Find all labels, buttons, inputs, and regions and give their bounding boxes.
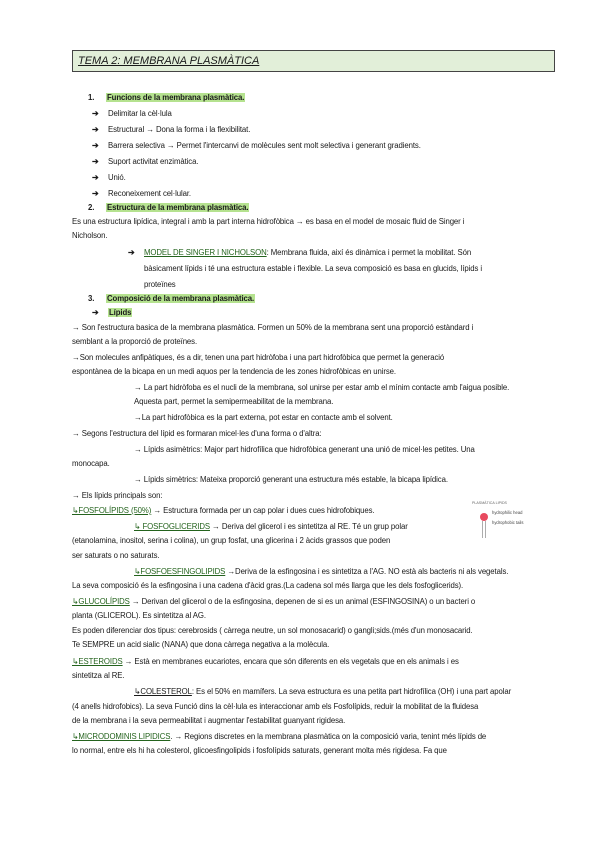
glucolipids-line: ↳GLUCOLÍPIDS → Derivan del glicerol o de la esfingosina, depenen de si es un animal (ESFINGOSINA) o un bacteri o [72,597,476,606]
arrow-icon: ➔ [92,173,99,182]
model-line: ➔ MODEL DE SINGER I NICHOLSON: Membrana fluida, així és dinàmica i permet la mobilitat. Són [128,248,472,257]
phospholipid-figure [470,498,540,550]
section-1-heading: 1. Funcions de la membrana plasmàtica. [88,93,245,102]
list-item: ➔ Suport activitat enzimàtica. [92,157,199,166]
paragraph-line: → Segons l'estructura del lípid es formaran micel·les d'una forma o d'altra: [72,429,322,438]
paragraph-line: monocapa. [72,459,110,468]
colesterol-line: ↳COLESTEROL: Es el 50% en mamífers. La seva estructura es una petita part hidrofílica (OH) i una part apolar [134,687,512,696]
paragraph-line: Te SEMPRE un acid sialic (NANA) que dona càrrega negativa a la molècula. [72,640,330,649]
paragraph-line: sintetitza al RE. [72,671,125,680]
hydrophilic-head-icon [480,513,488,521]
paragraph-line: lo normal, entre els hi ha colesterol, glicoesfingolipids i fosfolípids saturats, generant molta més rigidesa. Fa que [72,746,447,755]
list-item: ➔ Reconeixement cel·lular. [92,189,191,198]
paragraph-line: Nicholson. [72,231,108,240]
paragraph-line: bàsicament lípids i té una estructura estable i flexible. La seva composició es basa en glucids, lípids i [144,264,482,273]
arrow-icon: ➔ [92,109,99,118]
arrow-icon: ➔ [92,308,99,317]
section-2-heading: 2. Estructura de la membrana plasmàtica. [88,203,249,212]
arrow-icon: ➔ [92,157,99,166]
subheading: ➔ Lípids [92,308,132,317]
paragraph-line: ser saturats o no saturats. [72,551,160,560]
fosfolipids-line: ↳FOSFOLÍPIDS (50%) → Estructura formada per un cap polar i dues cues hidrofobiques. [72,506,375,515]
paragraph-line: Aquesta part, permet la semipermeabilitat de la membrana. [134,397,334,406]
list-item: ➔ Unió. [92,173,126,182]
paragraph-line: espontànea de la bicapa en un medi aquos per la tendencia de les zones hidrofòbicas en unirse. [72,367,396,376]
arrow-icon: ➔ [92,189,99,198]
fosfoesfingolipids-line: ↳FOSFOESFINGOLIPIDS →Deriva de la esfingosina i es sintetitza a l'AG. NO està als bacteris ni als vegetals. [134,567,509,576]
paragraph-line: →La part hidrofòbica es la part externa, pot estar en contacte amb el solvent. [134,413,393,422]
paragraph-line: → La part hidròfoba es el nucli de la membrana, sol unirse per estar amb el mínim contacte amb l'aigua posible. [134,383,510,392]
paragraph-line: La seva composició és la esfingosina i una cadena d'àcid gras.(La cadena sol més llarga que les dels fosfoglicerids). [72,581,464,590]
list-item: ➔ Delimitar la cèl·lula [92,109,172,118]
page-title: TEMA 2: MEMBRANA PLASMÀTICA [72,50,555,72]
paragraph-line: → Son l'estructura basica de la membrana plasmàtica. Formen un 50% de la membrana sent una proporció estàndard i [72,323,474,332]
paragraph-line: Es una estructura lipídica, integral i amb la part interna hidrofòbica → es basa en el model de mosaic fluid de Singer i [72,217,465,226]
paragraph-line: semblant a la proporció de proteïnes. [72,337,198,346]
paragraph-line: → Lípids asimètrics: Major part hidrofílica que hidrofòbica generant una unió de micel·les petites. Una [134,445,475,454]
paragraph-line: →Son molecules anfipàtiques, és a dir, tenen una part hidròfoba i una part hidrofòbica que permet la generació [72,353,445,362]
microdominis-line: ↳MICRODOMINIS LIPIDICS. → Regions discretes en la membrana plasmàtica on la composició varia, tenint més lípids de [72,732,487,741]
paragraph-line: de la membrana i la seva permeabilitat i augmentar l'estabilitat guanyant rigidesa. [72,716,346,725]
paragraph-line: → Lípids simètrics: Mateixa proporció generant una estructura més estable, la bicapa lipídica. [134,475,448,484]
paragraph-line: proteïnes [144,280,176,289]
arrow-icon: ➔ [92,125,99,134]
figure-caption: PLASMÀTICA LIPIDS [472,501,507,505]
tails-label: hydrophobic tails [492,520,524,525]
list-item: ➔ Estructural → Dona la forma i la flexibilitat. [92,125,251,134]
paragraph-line: (4 anells hidrofobics). La seva Funció dins la cèl·lula es interaccionar amb els Fosfolípids, reduir la mobilitat de la fluidesa [72,702,479,711]
arrow-icon: ➔ [128,248,135,257]
section-3-heading: 3. Composició de la membrana plasmàtica. [88,294,255,303]
head-label: hydrophilic head [492,510,523,515]
paragraph-line: planta (GLICEROL). Es sintetitza al AG. [72,611,206,620]
esteroids-line: ↳ESTEROIDS → Està en membranes eucariotes, encara que són diferents en els vegetals que en els animals i es [72,657,459,666]
fosfoglicerids-line: ↳ FOSFOGLICERIDS → Deriva del glicerol i es sintetitza al RE. Té un grup polar [134,522,408,531]
paragraph-line: (etanolamina, inositol, serina i colina), un grup fosfat, una glicerina i 2 àcids grassos que poden [72,536,391,545]
list-item: ➔ Barrera selectiva → Permet l'intercanvi de molècules sent molt selectiva i generant gradients. [92,141,421,150]
arrow-icon: ➔ [92,141,99,150]
paragraph-line: Es poden diferenciar dos tipus: cerebrosids ( càrrega neutre, un sol monosacarid) o gangli;sids.(més d'un monosacarid. [72,626,473,635]
paragraph-line: → Els lípids principals son: [72,491,163,500]
